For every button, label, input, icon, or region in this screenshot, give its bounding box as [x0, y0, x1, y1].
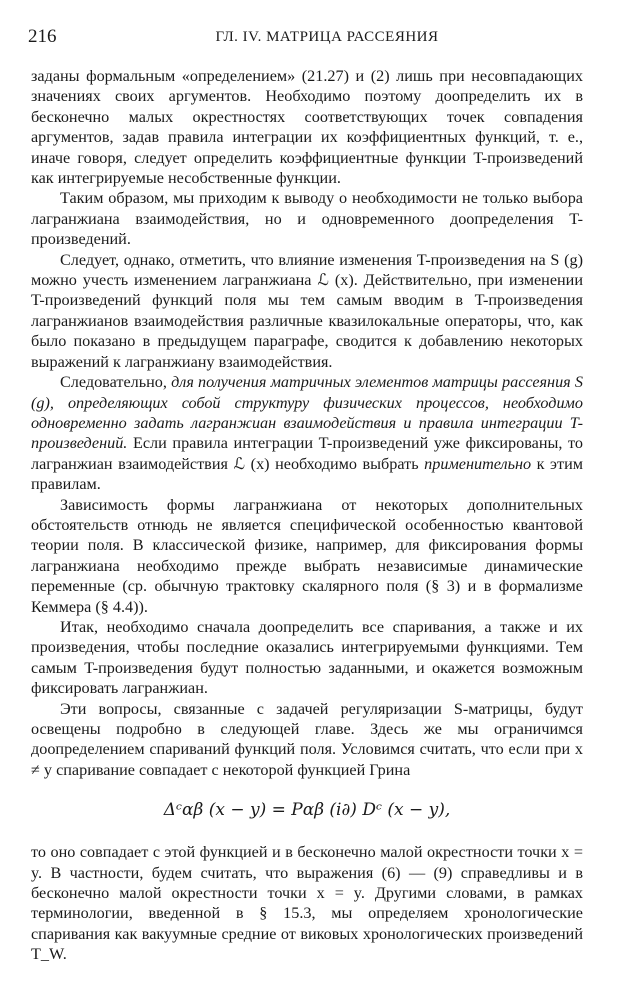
paragraph-6: Итак, необходимо сначала доопределить все спаривания, а также и их произведения, чтобы последние оказались интегрируемыми функциями. Тем самым T-произведения будут полностью заданными, и окажется возможным фиксировать лагранжиан.	[31, 617, 583, 698]
display-formula: Δᶜαβ (x − y) = Pαβ (i∂) Dᶜ (x − y),	[163, 800, 451, 821]
paragraph-4-tail-2: к этим правилам.	[31, 454, 583, 494]
paragraph-3: Следует, однако, отметить, что влияние изменения T-произведения на S (g) можно учесть изменением лагранжиана ℒ (x). Действительно, при изменении T-произведений функций поля мы тем самым вводим в T-произведения лагранжианов взаимодействия различные квазилокальные операторы, что, как было показано в предыдущем параграфе, сводится к добавлению некоторых выражений к лагранжиану взаимодействия.	[31, 250, 583, 371]
page-number: 216	[28, 26, 57, 47]
paragraph-1: заданы формальным «определением» (21.27) и (2) лишь при несовпадающих значениях своих аргументов. Необходимо поэтому доопределить их в бесконечно малых окрестностях соответствующих точек совпадения аргументов, задав правила интеграции их коэффициентных функций, т. е., иначе говоря, следует определить коэффициентные функции T-произведений как интегрируемые несобственные функции.	[31, 67, 583, 188]
paragraph-4-emphasis-2: применительно	[424, 454, 532, 473]
paragraph-4	[31, 372, 583, 494]
paragraph-8: то оно совпадает с этой функцией и в бесконечно малой окрестности точки x = y. В частности, будем считать, что выражения (6) — (9) справедливы и в бесконечно малой окрестности точки x = y. Другими словами, в рамках терминологии, введенной в § 15.3, мы определяем хронологические спаривания как вакуумные средние от виковых хронологических произведений T_W.	[31, 843, 583, 964]
running-title: ГЛ. IV. МАТРИЦА РАССЕЯНИЯ	[215, 29, 439, 45]
paragraph-4-tail: Если правила интеграции T-произведений уже фиксированы, то лагранжиан взаимодействия ℒ (x) необходимо выбрать	[31, 434, 583, 473]
paragraph-2: Таким образом, мы приходим к выводу о необходимости не только выбора лагранжиана взаимодействия, но и одновременного доопределения T-произведений.	[31, 189, 583, 249]
paragraph-4-lead: Следовательно,	[60, 373, 172, 392]
paragraph-7: Эти вопросы, связанные с задачей регуляризации S-матрицы, будут освещены подробно в следующей главе. Здесь же мы ограничимся доопределением спариваний функций поля. Условимся считать, что если при x ≠ y спаривание совпадает с некоторой функцией Грина	[31, 699, 583, 779]
page-body	[31, 66, 583, 965]
paragraph-4-emphasis: для получения матричных элементов матрицы рассеяния S (g), определяющих собой структуру физических процессов, необходимо одновременно задать лагранжиан взаимодействия и правила интеграции T-произведений.	[31, 373, 583, 453]
page-header	[28, 22, 596, 52]
paragraph-5: Зависимость формы лагранжиана от некоторых дополнительных обстоятельств отнюдь не является специфической особенностью квантовой теории поля. В классической физике, например, для фиксирования формы лагранжиана необходимо прежде выбрать независимые динамические переменные (ср. обычную трактовку скалярного поля (§ 3) и в формализме Кеммера (§ 4.4)).	[31, 495, 583, 616]
